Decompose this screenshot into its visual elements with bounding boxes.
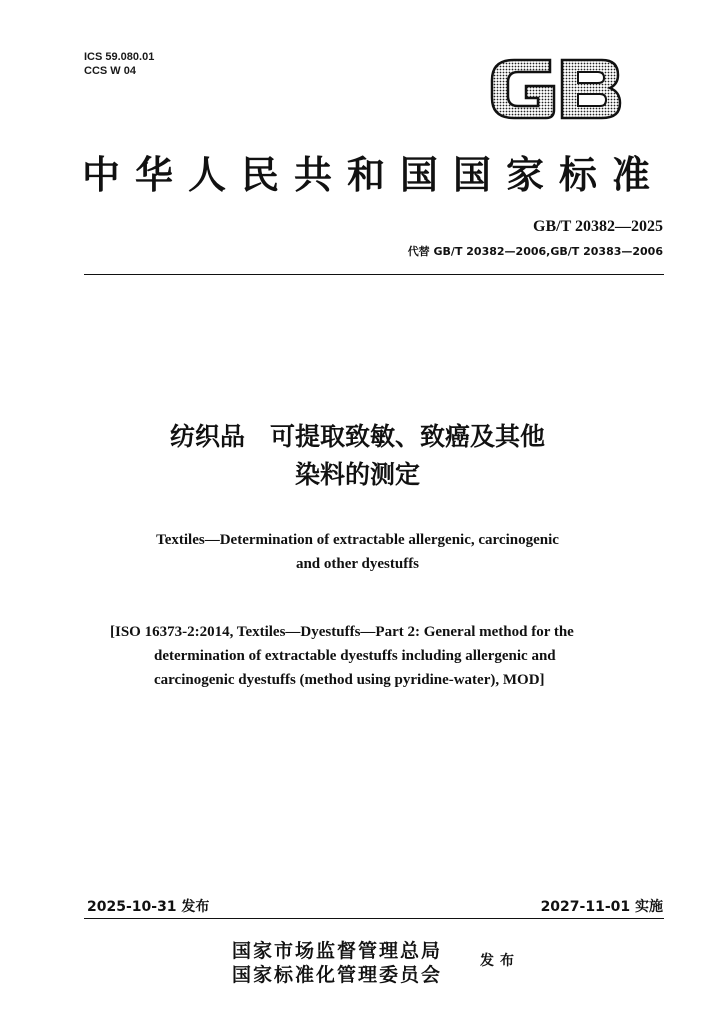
iso-reference-line-1: [ISO 16373-2:2014, Textiles—Dyestuffs—Part 2: General method for the bbox=[110, 624, 574, 640]
implementation-date: 2027-11-01 实施 bbox=[540, 899, 663, 915]
ccs-code: CCS W 04 bbox=[84, 65, 136, 77]
footer-divider bbox=[84, 918, 664, 919]
ics-code: ICS 59.080.01 bbox=[84, 51, 155, 63]
english-title-line-1: Textiles—Determination of extractable allergenic, carcinogenic bbox=[156, 532, 559, 548]
issuer-line-1: 国家市场监督管理总局 bbox=[232, 940, 443, 962]
issuer-line-2: 国家标准化管理委员会 bbox=[232, 964, 443, 986]
replaces-standards: 代替 GB/T 20382—2006,GB/T 20383—2006 bbox=[407, 245, 663, 258]
iso-reference-line-2: determination of extractable dyestuffs including allergenic and bbox=[154, 648, 556, 664]
iso-reference bbox=[110, 620, 610, 692]
chinese-title-line-2: 染料的测定 bbox=[294, 460, 420, 489]
classification-codes bbox=[84, 50, 154, 78]
standard-number: GB/T 20382—2025 bbox=[533, 218, 663, 235]
iso-reference-line-3: carcinogenic dyestuffs (method using pyridine-water), MOD] bbox=[154, 672, 545, 688]
english-title-line-2: and other dyestuffs bbox=[295, 556, 420, 572]
national-standard-title: 中华人民共和国国家标准 bbox=[82, 152, 666, 197]
publish-label: 发布 bbox=[480, 953, 520, 969]
english-title bbox=[0, 528, 715, 576]
header-divider bbox=[84, 274, 664, 275]
gb-logo-icon bbox=[484, 50, 624, 126]
issuing-authorities bbox=[232, 939, 442, 987]
chinese-title-line-1: 纺织品 可提取致敏、致癌及其他 bbox=[169, 422, 545, 451]
chinese-title bbox=[0, 418, 715, 494]
issue-date: 2025-10-31 发布 bbox=[87, 899, 210, 915]
